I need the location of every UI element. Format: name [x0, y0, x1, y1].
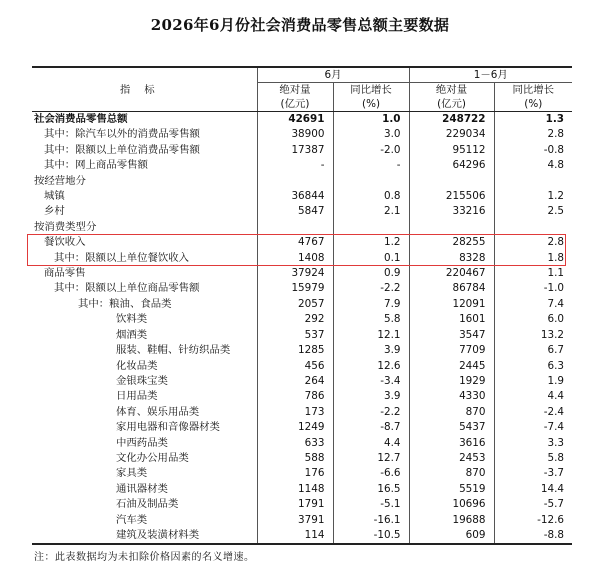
table-row: [32, 251, 572, 266]
row-value-v4: 1.8: [494, 251, 572, 266]
row-value-v1: 173: [257, 405, 333, 420]
row-value-v4: -2.4: [494, 405, 572, 420]
row-label: 按经营地分: [34, 174, 86, 187]
row-label: 日用品类: [116, 390, 158, 403]
row-value-v4: [494, 220, 572, 235]
row-value-v4: -5.7: [494, 497, 572, 512]
row-value-v1: 15979: [257, 281, 333, 296]
row-label: 社会消费品零售总额: [34, 113, 128, 125]
table-row: [32, 497, 572, 512]
row-value-v3: 870: [409, 405, 494, 420]
row-label: 其中：限额以上单位商品零售额: [54, 282, 200, 295]
row-value-v1: -: [257, 158, 333, 173]
table-row: [32, 312, 572, 327]
row-label: 按消费类型分: [34, 220, 97, 233]
row-value-v3: 2445: [409, 359, 494, 374]
row-value-v4: 6.3: [494, 359, 572, 374]
table-row: [32, 528, 572, 544]
row-label: 饮料类: [116, 313, 148, 326]
row-value-v2: 12.7: [333, 451, 409, 466]
row-value-v1: 3791: [257, 513, 333, 528]
row-value-v3: 7709: [409, 343, 494, 358]
row-label: 石油及制品类: [116, 498, 179, 511]
row-value-v2: 0.1: [333, 251, 409, 266]
row-value-v1: 37924: [257, 266, 333, 281]
row-value-v2: -2.2: [333, 405, 409, 420]
row-value-v2: -5.1: [333, 497, 409, 512]
row-value-v4: 2.8: [494, 127, 572, 142]
row-value-v2: 16.5: [333, 482, 409, 497]
table-row: [32, 158, 572, 173]
row-value-v4: 4.4: [494, 389, 572, 404]
row-value-v3: 1601: [409, 312, 494, 327]
row-value-v2: [333, 174, 409, 189]
row-value-v4: -8.8: [494, 528, 572, 544]
row-value-v2: -2.2: [333, 281, 409, 296]
row-value-v1: 1148: [257, 482, 333, 497]
row-value-v3: 19688: [409, 513, 494, 528]
row-label: 餐饮收入: [44, 236, 86, 249]
subheader-abs: 绝对量 (亿元): [409, 83, 494, 112]
row-value-v1: 1249: [257, 420, 333, 435]
table-row: [32, 235, 572, 250]
row-value-v2: -3.4: [333, 374, 409, 389]
row-value-v3: 10696: [409, 497, 494, 512]
table-row: [32, 405, 572, 420]
row-value-v4: -1.0: [494, 281, 572, 296]
table-row: [32, 174, 572, 189]
table-row: [32, 389, 572, 404]
subheader-abs: 绝对量 (亿元): [257, 83, 333, 112]
row-value-v1: 4767: [257, 235, 333, 250]
table-row: [32, 374, 572, 389]
row-value-v1: 2057: [257, 297, 333, 312]
page-title: 2026年6月份社会消费品零售总额主要数据: [150, 16, 450, 34]
row-value-v2: 3.9: [333, 389, 409, 404]
row-value-v1: 176: [257, 466, 333, 481]
data-table-container: [32, 66, 572, 545]
row-value-v3: 3547: [409, 328, 494, 343]
table-row: [32, 466, 572, 481]
row-value-v3: 8328: [409, 251, 494, 266]
row-label: 其中：网上商品零售额: [44, 159, 148, 172]
row-value-v2: -: [333, 158, 409, 173]
row-value-v3: 220467: [409, 266, 494, 281]
row-value-v2: 3.0: [333, 127, 409, 142]
row-value-v1: 264: [257, 374, 333, 389]
row-value-v3: 86784: [409, 281, 494, 296]
row-value-v4: 13.2: [494, 328, 572, 343]
row-label: 建筑及装潢材料类: [32, 528, 257, 544]
row-value-v3: 28255: [409, 235, 494, 250]
row-value-v4: 1.1: [494, 266, 572, 281]
row-value-v4: -7.4: [494, 420, 572, 435]
row-value-v1: 5847: [257, 204, 333, 219]
row-value-v2: 7.9: [333, 297, 409, 312]
footnote: 注：此表数据均为未扣除价格因素的名义增速。: [34, 552, 255, 563]
row-value-v2: 1.0: [333, 112, 409, 128]
row-value-v3: [409, 220, 494, 235]
group-header-june: 6月: [257, 67, 409, 83]
row-value-v3: [409, 174, 494, 189]
row-label: 化妆品类: [116, 359, 158, 372]
row-label: 通讯器材类: [116, 482, 168, 495]
row-label: 其中：限额以上单位消费品零售额: [44, 143, 200, 156]
row-value-v3: 2453: [409, 451, 494, 466]
group-header-jan-jun: 1－6月: [409, 67, 572, 83]
row-value-v4: 2.5: [494, 204, 572, 219]
row-value-v1: 1408: [257, 251, 333, 266]
row-value-v3: 64296: [409, 158, 494, 173]
row-value-v4: 1.9: [494, 374, 572, 389]
row-value-v4: 1.2: [494, 189, 572, 204]
row-value-v2: 1.2: [333, 235, 409, 250]
table-row: [32, 328, 572, 343]
table-row: [32, 436, 572, 451]
row-value-v2: 2.1: [333, 204, 409, 219]
row-value-v2: [333, 220, 409, 235]
table-row: [32, 420, 572, 435]
row-label: 烟酒类: [116, 328, 148, 341]
row-label: 中西药品类: [116, 436, 168, 449]
table-row: [32, 127, 572, 142]
row-value-v4: 5.8: [494, 451, 572, 466]
row-value-v4: 2.8: [494, 235, 572, 250]
table-row: [32, 220, 572, 235]
table-row: [32, 143, 572, 158]
row-value-v1: 1791: [257, 497, 333, 512]
row-value-v1: 1285: [257, 343, 333, 358]
row-value-v3: 248722: [409, 112, 494, 128]
table-row: [32, 281, 572, 296]
row-label: 商品零售: [44, 267, 86, 280]
row-value-v1: 456: [257, 359, 333, 374]
row-label: 金银珠宝类: [116, 374, 168, 387]
table-row: [32, 451, 572, 466]
row-value-v3: 4330: [409, 389, 494, 404]
row-value-v1: 38900: [257, 127, 333, 142]
row-label: 乡村: [44, 205, 65, 218]
row-value-v4: 3.3: [494, 436, 572, 451]
table-row: [32, 204, 572, 219]
row-label: 其中：粮油、食品类: [78, 297, 172, 310]
row-value-v2: -2.0: [333, 143, 409, 158]
subheader-yoy: 同比增长 (%): [494, 83, 572, 112]
row-value-v2: 5.8: [333, 312, 409, 327]
row-value-v3: 215506: [409, 189, 494, 204]
indicator-header: 指标: [32, 67, 257, 112]
row-label: 体育、娱乐用品类: [116, 405, 200, 418]
row-value-v1: 292: [257, 312, 333, 327]
row-value-v4: [494, 174, 572, 189]
row-value-v2: 4.4: [333, 436, 409, 451]
row-value-v3: 870: [409, 466, 494, 481]
row-value-v1: 36844: [257, 189, 333, 204]
table-row: [32, 297, 572, 312]
table-row: [32, 189, 572, 204]
table-row: [32, 266, 572, 281]
row-value-v4: 7.4: [494, 297, 572, 312]
row-value-v2: -10.5: [333, 528, 409, 544]
row-value-v1: 42691: [257, 112, 333, 128]
row-value-v2: 0.8: [333, 189, 409, 204]
row-value-v4: -0.8: [494, 143, 572, 158]
row-value-v1: 17387: [257, 143, 333, 158]
row-value-v2: -8.7: [333, 420, 409, 435]
row-value-v3: 1929: [409, 374, 494, 389]
table-row: [32, 482, 572, 497]
row-value-v2: 12.1: [333, 328, 409, 343]
row-value-v1: 786: [257, 389, 333, 404]
row-value-v3: 229034: [409, 127, 494, 142]
row-value-v3: 12091: [409, 297, 494, 312]
row-value-v2: -16.1: [333, 513, 409, 528]
row-value-v3: 95112: [409, 143, 494, 158]
row-label: 文化办公用品类: [116, 451, 189, 464]
row-value-v4: 14.4: [494, 482, 572, 497]
row-value-v3: 33216: [409, 204, 494, 219]
row-value-v4: 6.7: [494, 343, 572, 358]
row-value-v1: 588: [257, 451, 333, 466]
row-value-v4: 1.3: [494, 112, 572, 128]
row-value-v1: [257, 174, 333, 189]
row-value-v4: -12.6: [494, 513, 572, 528]
row-label: 家具类: [116, 467, 148, 480]
row-value-v1: 633: [257, 436, 333, 451]
table-row: [32, 343, 572, 358]
row-value-v1: 114: [257, 528, 333, 544]
data-table: [32, 66, 572, 545]
row-value-v1: [257, 220, 333, 235]
subheader-yoy: 同比增长 (%): [333, 83, 409, 112]
row-value-v2: 3.9: [333, 343, 409, 358]
row-value-v3: 5437: [409, 420, 494, 435]
row-label: 汽车类: [116, 513, 148, 526]
row-label: 其中：限额以上单位餐饮收入: [54, 251, 190, 264]
row-value-v3: 3616: [409, 436, 494, 451]
row-value-v2: 12.6: [333, 359, 409, 374]
row-value-v2: 0.9: [333, 266, 409, 281]
row-value-v4: 4.8: [494, 158, 572, 173]
table-row: [32, 359, 572, 374]
table-row: [32, 513, 572, 528]
row-label: 城镇: [44, 190, 65, 203]
row-value-v2: -6.6: [333, 466, 409, 481]
row-label: 其中：除汽车以外的消费品零售额: [44, 128, 200, 141]
row-value-v3: 5519: [409, 482, 494, 497]
row-value-v1: 537: [257, 328, 333, 343]
row-value-v4: -3.7: [494, 466, 572, 481]
row-value-v3: 609: [409, 528, 494, 544]
table-row: [32, 112, 572, 128]
table-body: [32, 112, 572, 545]
row-label: 服装、鞋帽、针纺织品类: [116, 344, 231, 357]
row-value-v4: 6.0: [494, 312, 572, 327]
row-label: 家用电器和音像器材类: [116, 421, 220, 434]
